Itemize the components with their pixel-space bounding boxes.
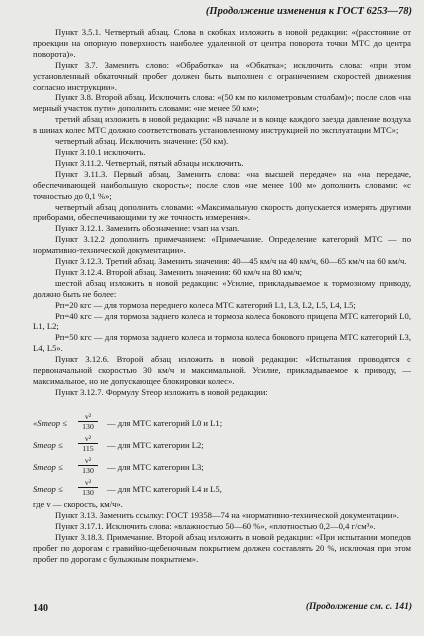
page-header: (Продолжение изменения к ГОСТ 6253—78): [205, 6, 412, 17]
fraction-numerator: v²: [78, 478, 98, 488]
paragraph: Пункт 3.10.1 исключить.: [55, 146, 146, 157]
formula-row: [33, 412, 393, 434]
paragraph: четвертый абзац. Исключить значение: (50 км).: [55, 136, 229, 147]
formula-lhs: Sтеор ≤: [33, 440, 63, 450]
fraction-denominator: 130: [82, 466, 94, 475]
after-formula-text: [33, 499, 411, 564]
formula-block: [33, 412, 393, 500]
paragraph: Пункт 3.7. Заменить слово: «Обработка» на «Обкатка»; исключить слова: «при этом установленный обкаточный пробег должен быть выполнен с ограничением скоростей движения согласно инструкции».: [33, 59, 411, 92]
page-number: 140: [33, 603, 48, 614]
paragraph: третий абзац изложить в новой редакции: «В начале и в конце каждого заезда давление воздуха в шинах колес МТС должно соответствовать установленному инструкцией по эксплуатации МТС»;: [33, 114, 411, 136]
paragraph: Пункт 3.11.3. Первый абзац. Заменить слова: «на высшей передаче» на «на передаче, обеспечивающей наибольшую скорость»; после слов «не менее 100 м» дополнить словами: «с точностью до 0,1 %»;: [33, 168, 411, 201]
paragraph: Pп=40 кгс — для тормоза заднего колеса и тормоза колеса бокового прицепа МТС категорий L0, L1, L2;: [33, 310, 411, 332]
formula-lhs: Sтеор ≤: [33, 484, 63, 494]
paragraph: Пункт 3.5.1. Четвертый абзац. Слова в скобках изложить в новой редакции: «(расстояние от проекции на опорную поверхность наиболее удаленной от центра поворота точки МТС до центра поворота)».: [33, 27, 411, 59]
formula-rhs: — для МТС категории L3;: [107, 462, 204, 472]
paragraph: Pп=50 кгс — для тормоза заднего колеса и тормоза колеса бокового прицепа МТС категорий L3, L4, L5».: [33, 332, 411, 354]
formula-row: [33, 434, 393, 456]
formula-rhs: — для МТС категории L2;: [107, 440, 204, 450]
fraction-denominator: 130: [82, 488, 94, 497]
paragraph: Pп=20 кгс — для тормоза переднего колеса МТС категорий L1, L3, L2, L5, L4, L5;: [55, 299, 356, 310]
continuation-note: (Продолжение см. с. 141): [305, 602, 412, 612]
paragraph: Пункт 3.11.2. Четвертый, пятый абзацы исключить.: [55, 157, 244, 168]
formula-lhs: «Sтеор ≤: [33, 418, 67, 428]
paragraph: Пункт 3.8. Второй абзац. Исключить слова: «(50 км по километровым столбам)»; после слов «на мерный участок пути» дополнить словами: «не менее 50 км»;: [33, 92, 411, 114]
fraction-numerator: v²: [78, 412, 98, 422]
formula-row: [33, 478, 393, 500]
paragraph: шестой абзац изложить в новой редакции: «Усилие, прикладываемое к тормозному приводу, должно быть не более:: [33, 277, 411, 299]
paragraph: четвертый абзац дополнить словами: «Максимальную скорость допускается измерять другими приборами, обеспечивающими ту же точность измерения».: [33, 201, 411, 223]
formula-lhs: Sтеор ≤: [33, 462, 63, 472]
paragraph: Пункт 3.12.4. Второй абзац. Заменить значения: 60 км/ч на 80 км/ч;: [55, 266, 303, 277]
formula-rhs: — для МТС категорий L4 и L5,: [107, 484, 222, 494]
paragraph: Пункт 3.12.7. Формулу Sтеор изложить в новой редакции:: [55, 386, 268, 397]
formula-fraction: [78, 434, 98, 453]
paragraph: Пункт 3.17.1. Исключить слова: «влажностью 50—60 %», «плотностью 0,2—0,4 г/см³».: [55, 520, 376, 531]
formula-fraction: [78, 478, 98, 497]
formula-fraction: [78, 456, 98, 475]
formula-row: [33, 456, 393, 478]
formula-rhs: — для МТС категорий L0 и L1;: [107, 418, 223, 428]
formula-fraction: [78, 412, 98, 431]
fraction-numerator: v²: [78, 434, 98, 444]
paragraph: Пункт 3.12.1. Заменить обозначение: vзап на vзап.: [55, 223, 240, 234]
fraction-denominator: 115: [82, 444, 94, 453]
paragraph: Пункт 3.12.6. Второй абзац изложить в новой редакции: «Испытания проводятся с первоначальной скоростью 30 км/ч и максимальной. Усилие, прикладываемое к приводу, — максимальное, но не допускающее блокировки колес».: [33, 354, 411, 386]
paragraph: где v — скорость, км/ч».: [33, 499, 123, 509]
main-text: [33, 27, 411, 398]
paragraph: Пункт 3.13. Заменить ссылку: ГОСТ 19358—74 на «нормативно-технической документации».: [55, 509, 399, 520]
fraction-numerator: v²: [78, 456, 98, 466]
paragraph: Пункт 3.12.2 дополнить примечанием: «Примечание. Определение категорий МТС — по нормативно-технической документации».: [33, 234, 411, 256]
fraction-denominator: 130: [82, 422, 94, 431]
paragraph: Пункт 3.12.3. Третий абзац. Заменить значения: 40—45 км/ч на 40 км/ч, 60—65 км/ч на 60 км/ч.: [55, 256, 407, 267]
paragraph: Пункт 3.18.3. Примечание. Второй абзац изложить в новой редакции: «При испытании мопедов пробег по дорогам с гравийно-щебеночным покрытием должен составлять 20 %, исключая при этом пробег по дорогам с булыжным покрытием».: [33, 531, 411, 564]
